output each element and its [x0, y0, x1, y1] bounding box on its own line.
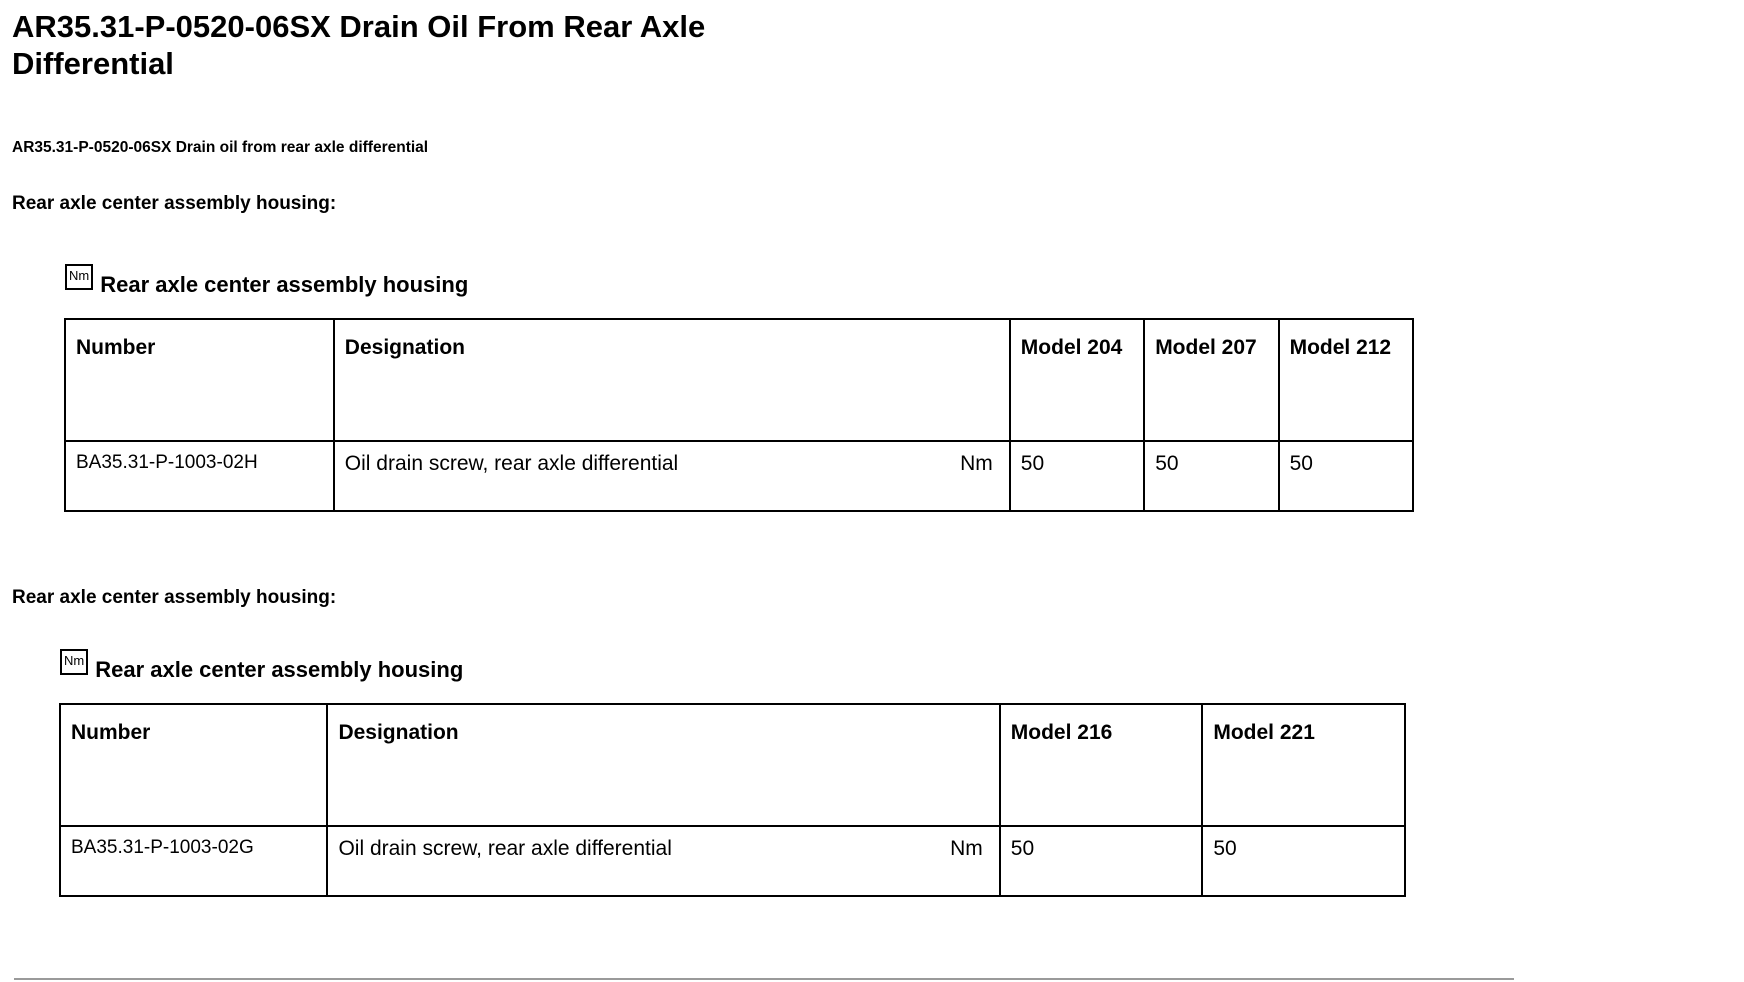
- header-model: Model 216: [1000, 704, 1203, 826]
- cell-value: 50: [1202, 826, 1405, 896]
- torque-nm-icon: Nm: [65, 264, 93, 290]
- section-label: Rear axle center assembly housing:: [12, 587, 337, 608]
- header-model: Model 207: [1144, 319, 1278, 441]
- table-caption: [65, 270, 468, 298]
- torque-table: [59, 703, 1406, 897]
- header-model: Model 204: [1010, 319, 1144, 441]
- table-caption: [60, 655, 463, 683]
- header-number: Number: [65, 319, 334, 441]
- section-label: Rear axle center assembly housing:: [12, 193, 337, 214]
- table-caption-text: Rear axle center assembly housing: [95, 657, 464, 682]
- table-header-row: [60, 704, 1405, 826]
- cell-value: 50: [1144, 441, 1278, 511]
- cell-number: BA35.31-P-1003-02H: [65, 441, 334, 511]
- document-subtitle: AR35.31-P-0520-06SX Drain oil from rear axle differential: [12, 139, 429, 156]
- header-designation: Designation: [334, 319, 1010, 441]
- designation-text: Oil drain screw, rear axle differential: [338, 837, 672, 860]
- cell-value: 50: [1000, 826, 1203, 896]
- header-designation: Designation: [327, 704, 999, 826]
- torque-table: [64, 318, 1414, 512]
- cell-value: 50: [1279, 441, 1413, 511]
- table-caption-text: Rear axle center assembly housing: [100, 272, 469, 297]
- bottom-divider: [14, 978, 1514, 980]
- header-model: Model 221: [1202, 704, 1405, 826]
- cell-designation: [327, 826, 999, 896]
- header-model: Model 212: [1279, 319, 1413, 441]
- header-number: Number: [60, 704, 327, 826]
- cell-value: 50: [1010, 441, 1144, 511]
- table-row: [65, 441, 1413, 511]
- unit-text: Nm: [960, 452, 993, 475]
- cell-designation: [334, 441, 1010, 511]
- cell-number: BA35.31-P-1003-02G: [60, 826, 327, 896]
- page-title: AR35.31-P-0520-06SX Drain Oil From Rear Axle Differential: [12, 9, 706, 81]
- table-row: [60, 826, 1405, 896]
- unit-text: Nm: [950, 837, 983, 860]
- designation-text: Oil drain screw, rear axle differential: [344, 452, 679, 475]
- table-header-row: [65, 319, 1413, 441]
- torque-nm-icon: Nm: [60, 649, 88, 675]
